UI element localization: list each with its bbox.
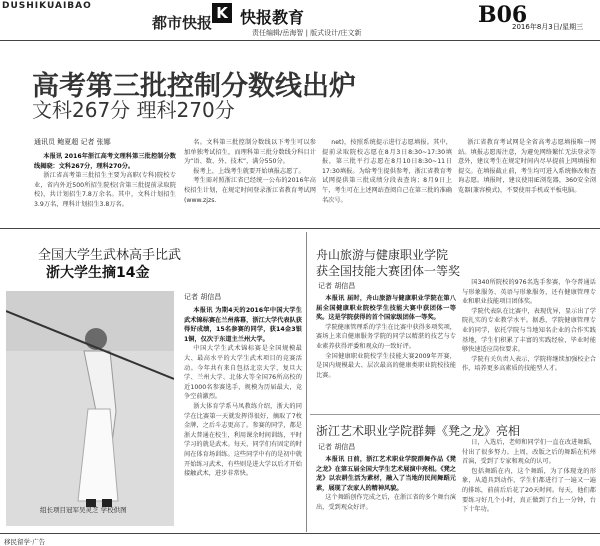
paper-name-english: DUSHIKUAIBAO — [2, 1, 92, 11]
masthead — [0, 0, 600, 37]
art-byline: 记者 胡信昌 — [318, 443, 356, 451]
lead-paragraph: net)，按照系统提示进行志愿填报。其中，提前录取院校志愿在8月3日8:30~17:30填报，第三批平行志愿在8月10日8:30~11日17:30填报。为给考生提供参考，浙江省教育考试网提供第三批成绩分段表查询；8月9日上午，考生可在上述网站查阅自己在第三批的准确名次号。 — [322, 139, 452, 204]
zhoushan-paragraph: 学院有关负责人表示，学院将继续加强校企合作，培养更多高素质的技能型人才。 — [462, 355, 596, 373]
zhoushan-paragraph: 学院健康管理系的学生在比赛中获得多项奖项，赛场上来自健康服务学院的同学以精湛的技艺与专业素养获得评委和观众的一致好评。 — [316, 323, 456, 350]
art-paragraph: 包括舞蹈在内，这个舞蹈，为了体现龙的形象，从道具到动作，学生们都进行了一遍又一遍的排练，前前后后花了20天时间。每天，他们都要练习好几个小时，真正做到了台上一分钟，台下十年功。 — [462, 467, 596, 514]
zhoushan-title: 舟山旅游与健康职业学院 — [316, 248, 449, 262]
wushu-byline: 记者 胡信昌 — [184, 293, 222, 301]
zhoushan-paragraph: 学院代表队在比赛中，表现优异，显示出了学院扎实的专业教学水平。据悉，学院健康管理专业的同学，依托学院与当地知名企业的合作实践基地，学生们积累了丰富的实践经验，毕业时能够快速适应岗位要求。 — [462, 307, 596, 354]
wushu-title: 全国大学生武林高手比武 — [38, 248, 182, 263]
art-paragraph: 本报讯 日前，浙江艺术职业学院群舞作品《凳之龙》在第五届全国大学生艺术展演中亮相。《凳之龙》以农耕生活为素材，融入了当地的民间舞蹈元素，展现了农家人的精神风貌。 — [316, 456, 456, 492]
column-divider — [306, 232, 307, 532]
wushu-paragraph: 中国大学生武术锦标赛是全国规模最大、最高水平的大学生武术项目的竞赛活动。今年共有来自包括北京大学、复旦大学、兰州大学、北体大等全国76所高校的近1000名参赛选手，规模为历届最大，竞争空前激烈。 — [184, 345, 302, 401]
lead-column-1 — [34, 152, 176, 222]
zhoushan-body-1 — [316, 294, 456, 412]
zhoushan-paragraph: 本报讯 届时，舟山旅游与健康职业学院在第八届全国健康职业院校学生技能大赛中获团体一等奖。这是学院获得的首个国家级团体一等奖。 — [316, 295, 456, 322]
lead-paragraph: 浙江省高考第三批招生主要为高职(专科)院校专业，省内外近500所招生院校(含第三批提前录取院校)，共计划招生7.8万余名。其中，文科计划招生3.9万名，理科计划招生3.8万名。 — [34, 172, 176, 208]
masthead-divider — [0, 40, 600, 41]
lead-paragraph: 考生需对照浙江省已经统一公布的2016年高校招生计划，在规定时间登录浙江省教育考试网(www.zjzs. — [184, 177, 316, 204]
wushu-paragraph: 浙大体育学系马凤教练介绍，浙大的同学在比赛第一天就发挥得很好，摘取了7枚金牌，之后斗志更高了。参赛的同学，都是浙大普通在校生，利用课余时间训练，平时学习的就是武术。每天，同学们有固定的时间在体育场训练。这些同学中有的是初中就开始练习武术，有些则是进大学以后才开始接触武术，进步非常快。 — [184, 402, 302, 478]
paper-name-chinese: 都市快报 — [152, 14, 213, 32]
art-paragraph: 日，入选后，老师和同学们一直在改进舞蹈，付出了很多努力。上周，改版之后的舞蹈在杭州首演，受到了专家和观众的认可。 — [462, 439, 596, 466]
zhoushan-subtitle: 获全国技能大赛团体一等奖 — [316, 264, 461, 278]
issue-date: 2016年8月3日/星期三 — [512, 23, 584, 31]
zhoushan-byline: 记者 胡信昌 — [318, 282, 356, 290]
lead-column-4 — [458, 138, 596, 222]
footer-divider — [0, 533, 600, 534]
lead-paragraph: 本报讯 2016年浙江高考文理科第三批控制分数线揭晓：文科267分，理科270分。 — [34, 153, 176, 170]
lead-column-2 — [184, 138, 316, 222]
photo-caption: 组长项目冠军吴灵芝 学校供图 — [40, 506, 127, 514]
art-body-2 — [462, 438, 596, 531]
athlete-photo-illustration — [6, 291, 174, 526]
lead-paragraph: 报考上，上线考生就要开始填报志愿了。 — [193, 167, 305, 175]
footer-label: 移民留学·广告 — [4, 538, 46, 546]
lead-subhead: 文科267分 理科270分 — [32, 98, 235, 122]
art-title: 浙江艺术职业学院群舞《凳之龙》亮相 — [316, 424, 521, 438]
zhoushan-paragraph: 全国健康职业院校学生技能大赛2009年开赛，是国内规模最大、层次最高的健康类职业院校技能比赛。 — [316, 352, 456, 379]
section-title: 快报教育 — [240, 8, 305, 27]
art-body-1 — [316, 455, 456, 531]
lead-byline: 通讯员 鲍夏超 记者 张娜 — [34, 138, 111, 146]
wushu-body — [184, 306, 302, 530]
zhoushan-paragraph: 国340所院校的976名选手参赛，争夺普通话与形象服务、英语与形象服务，还有健康管理专业和职业技能项目团体奖。 — [462, 279, 596, 306]
page-number: B06 — [478, 2, 528, 28]
section-divider — [0, 228, 600, 229]
athlete-photo — [6, 291, 174, 526]
k-logo-icon: K — [212, 3, 232, 23]
wushu-subtitle: 浙大学生摘14金 — [46, 265, 150, 281]
editor-credits: 责任编辑/岳海智 | 版式设计/庄文新 — [252, 29, 362, 37]
article-divider — [310, 414, 600, 415]
lead-paragraph: 名。文科第三批控制分数线以下考生可以参加单独考试招生，而理科第三批分数线分科目计为“语、数、外、技术”，满分550分。 — [184, 139, 316, 166]
art-paragraph: 这个舞蹈创作完成之后，在浙江省的多个舞台演出，受到观众好评。 — [316, 494, 456, 511]
lead-headline: 高考第三批控制分数线出炉 — [32, 71, 356, 102]
wushu-paragraph: 本报讯 为期4天的2016年中国大学生武术锦标赛在兰州落幕，浙江大学代表队获得好成绩，15名参赛的同学，获14金3银1铜，仅次于东道主兰州大学。 — [184, 307, 302, 343]
lead-column-3 — [322, 138, 452, 222]
zhoushan-body-2 — [462, 278, 596, 412]
lead-paragraph: 浙江省教育考试网是全省高考志愿填报唯一网站。填报志愿需注意，为避免网络繁忙无法登录等意外，建议考生在规定时间内尽早提前上网填报和提交。在填报截止前，考生均可进入系统修改和查询志愿。填报时，建议使用IE浏览器，360安全浏览器(兼容模式)，不要使用手机或平板电脑。 — [458, 139, 596, 194]
